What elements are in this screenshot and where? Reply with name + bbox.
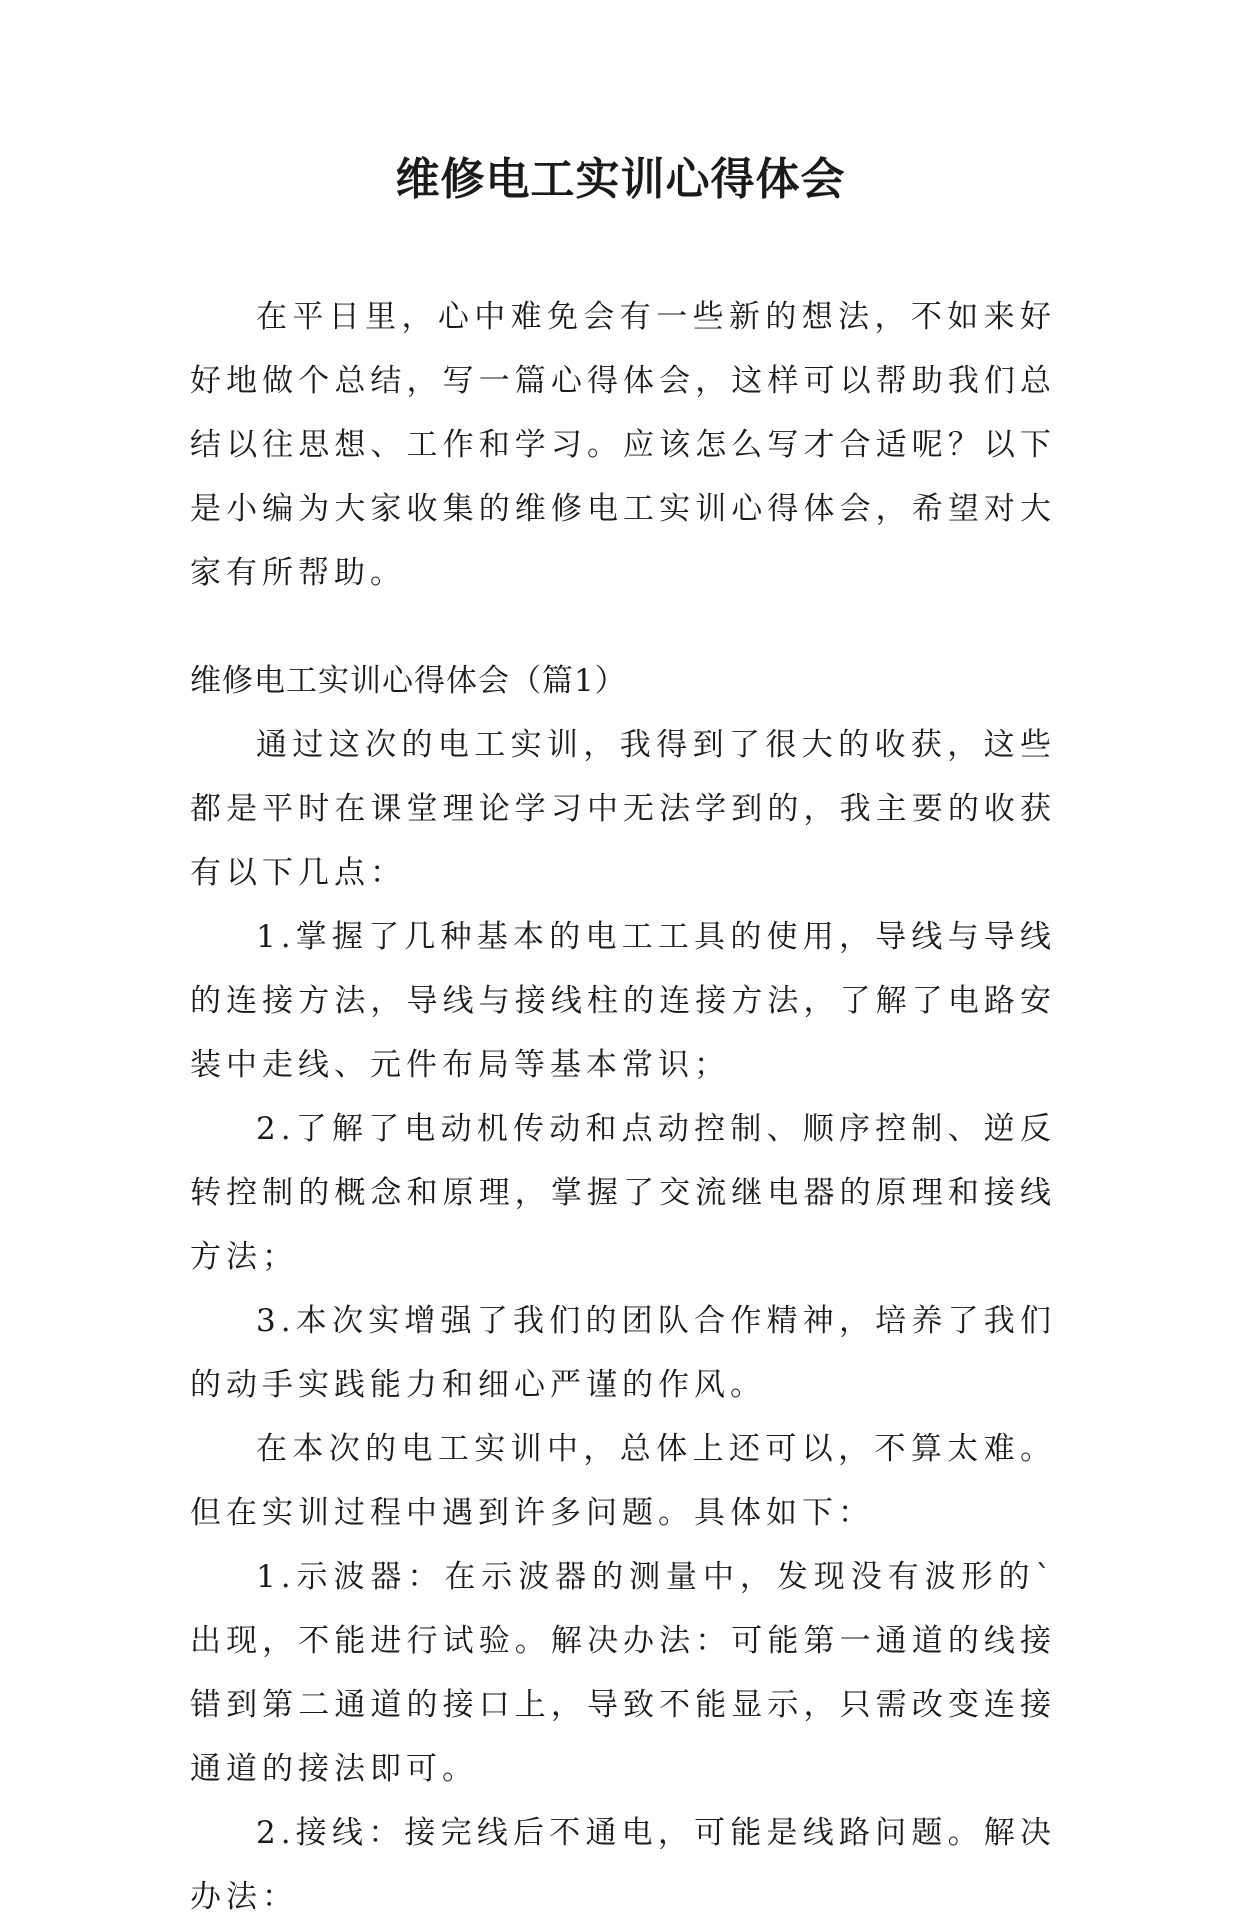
- body-paragraph: 2.接线：接完线后不通电，可能是线路问题。解决办法：: [190, 1815, 1056, 1915]
- body-paragraph: 在本次的电工实训中，总体上还可以，不算太难。但在实训过程中遇到许多问题。具体如下：: [190, 1431, 1056, 1531]
- body-paragraph: 3.本次实增强了我们的团队合作精神，培养了我们的动手实践能力和细心严谨的作风。: [190, 1303, 1056, 1403]
- section-heading: 维修电工实训心得体会（篇1）: [190, 663, 627, 699]
- body-paragraph: 1.掌握了几种基本的电工工具的使用，导线与导线的连接方法，导线与接线柱的连接方法，了解了电路安装中走线、元件布局等基本常识；: [190, 919, 1056, 1083]
- body-paragraph: 2.了解了电动机传动和点动控制、顺序控制、逆反转控制的概念和原理，掌握了交流继电器的原理和接线方法；: [190, 1111, 1056, 1275]
- document-title: 维修电工实训心得体会: [395, 154, 846, 205]
- document-body: [190, 285, 1056, 1929]
- body-paragraph: 通过这次的电工实训，我得到了很大的收获，这些都是平时在课堂理论学习中无法学到的，我主要的收获有以下几点：: [190, 727, 1056, 891]
- intro-paragraph: 在平日里，心中难免会有一些新的想法，不如来好好地做个总结，写一篇心得体会，这样可以帮助我们总结以往思想、工作和学习。应该怎么写才合适呢？以下是小编为大家收集的维修电工实训心得体会，希望对大家有所帮助。: [190, 299, 1056, 591]
- body-paragraph: 1.示波器：在示波器的测量中，发现没有波形的`出现，不能进行试验。解决办法：可能第一通道的线接错到第二通道的接口上，导致不能显示，只需改变连接通道的接法即可。: [190, 1559, 1056, 1787]
